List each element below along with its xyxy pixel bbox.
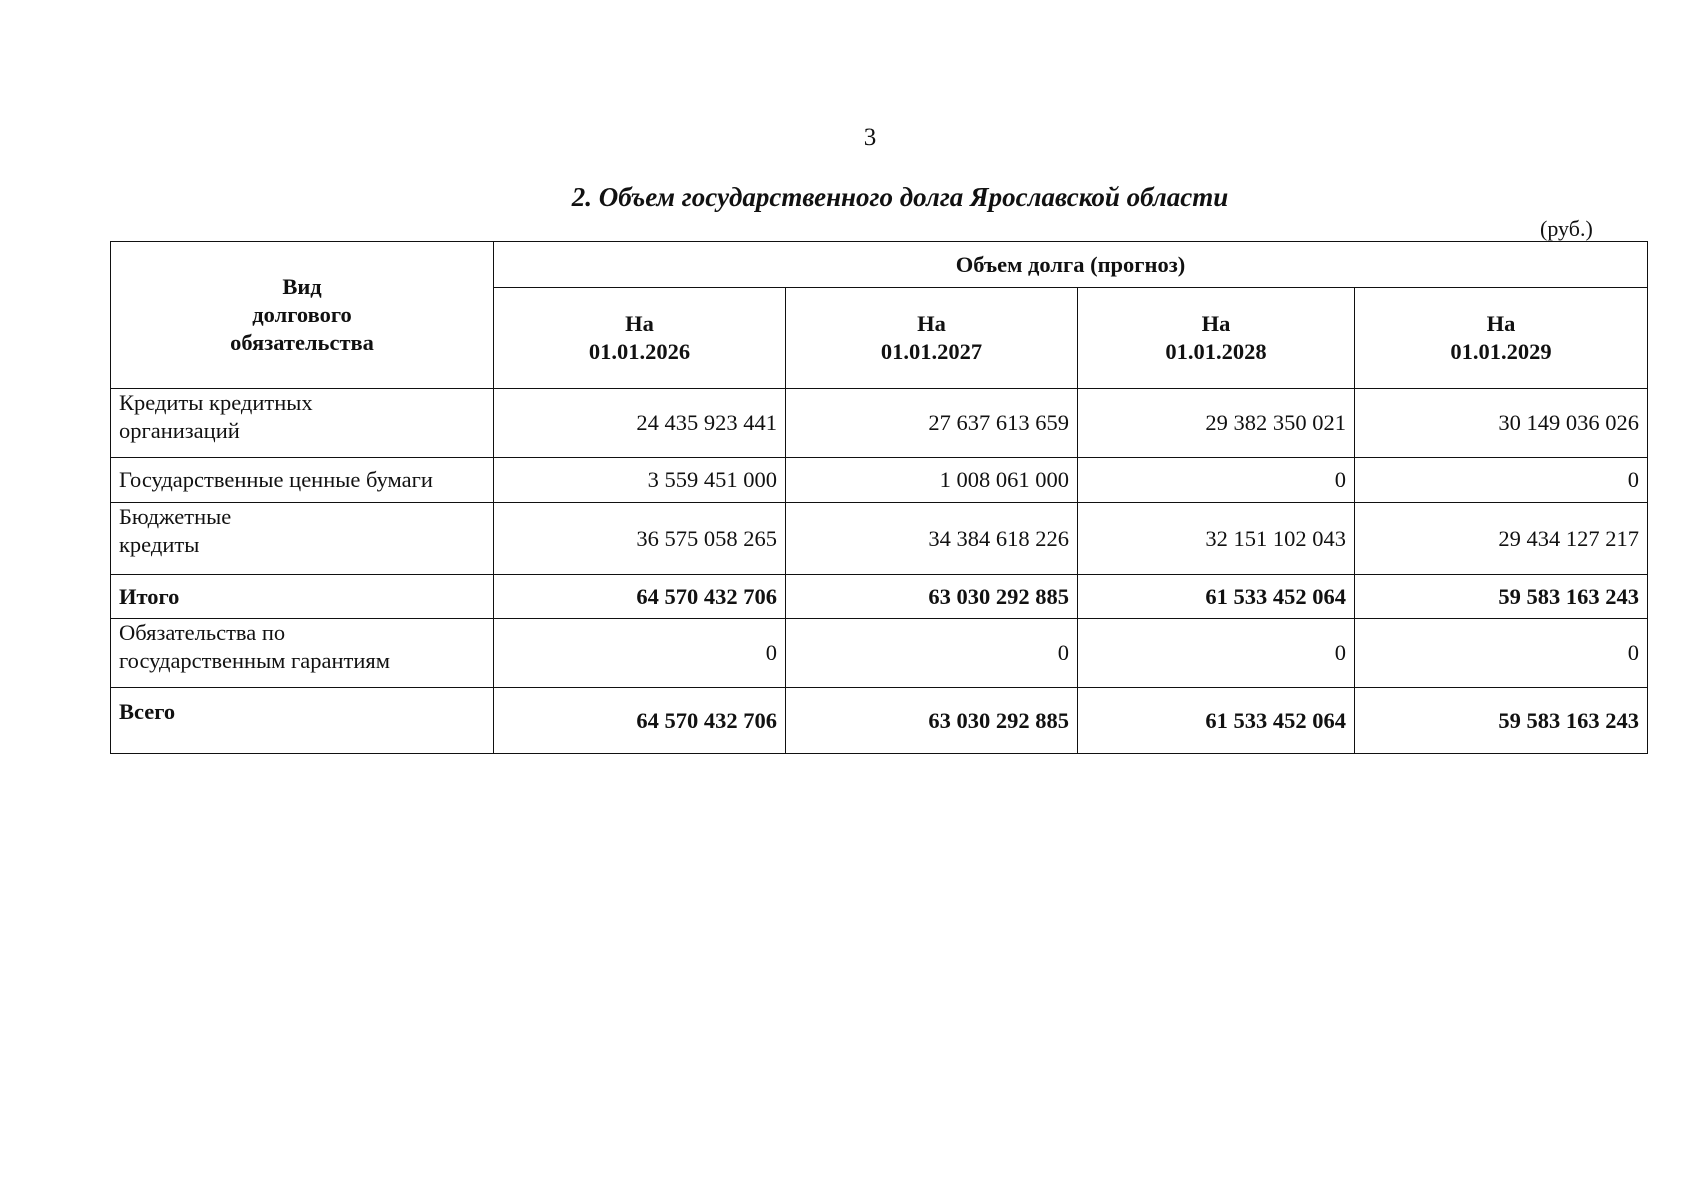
value-cell: 0 [1355, 619, 1648, 688]
period-header: На 01.01.2027 [786, 288, 1078, 389]
value-cell: 63 030 292 885 [786, 688, 1078, 754]
value-cell: 59 583 163 243 [1355, 575, 1648, 619]
period-header: На 01.01.2028 [1078, 288, 1355, 389]
value-cell: 64 570 432 706 [494, 575, 786, 619]
section-title: 2. Объем государственного долга Ярославской области [571, 182, 1229, 212]
value-cell: 0 [786, 619, 1078, 688]
value-cell: 34 384 618 226 [786, 503, 1078, 575]
row-label: Государственные ценные бумаги [111, 458, 494, 503]
row-label: Кредиты кредитных организаций [111, 389, 494, 458]
forecast-group-header: Объем долга (прогноз) [494, 242, 1648, 288]
value-cell: 1 008 061 000 [786, 458, 1078, 503]
period-header: На 01.01.2026 [494, 288, 786, 389]
value-cell: 3 559 451 000 [494, 458, 786, 503]
value-cell: 0 [1078, 458, 1355, 503]
value-cell: 0 [494, 619, 786, 688]
row-label: Обязательства по государственным гарантиям [111, 619, 494, 688]
debt-volume-table [110, 241, 1648, 754]
value-cell: 36 575 058 265 [494, 503, 786, 575]
row-label: Всего [111, 688, 494, 754]
value-cell: 64 570 432 706 [494, 688, 786, 754]
table-row [111, 389, 1648, 458]
value-cell: 59 583 163 243 [1355, 688, 1648, 754]
value-cell: 61 533 452 064 [1078, 575, 1355, 619]
value-cell: 61 533 452 064 [1078, 688, 1355, 754]
value-cell: 30 149 036 026 [1355, 389, 1648, 458]
table-row-total [111, 575, 1648, 619]
row-label: Бюджетные кредиты [111, 503, 494, 575]
debt-kind-header: Вид долгового обязательства [111, 242, 494, 389]
value-cell: 24 435 923 441 [494, 389, 786, 458]
table-row [111, 619, 1648, 688]
value-cell: 27 637 613 659 [786, 389, 1078, 458]
table-row [111, 503, 1648, 575]
value-cell: 63 030 292 885 [786, 575, 1078, 619]
units-label: (руб.) [1540, 216, 1593, 241]
row-label: Итого [111, 575, 494, 619]
table-row [111, 458, 1648, 503]
value-cell: 29 382 350 021 [1078, 389, 1355, 458]
value-cell: 0 [1355, 458, 1648, 503]
page-number: 3 [863, 124, 877, 151]
value-cell: 29 434 127 217 [1355, 503, 1648, 575]
value-cell: 0 [1078, 619, 1355, 688]
period-header: На 01.01.2029 [1355, 288, 1648, 389]
table-row-grand-total [111, 688, 1648, 754]
value-cell: 32 151 102 043 [1078, 503, 1355, 575]
